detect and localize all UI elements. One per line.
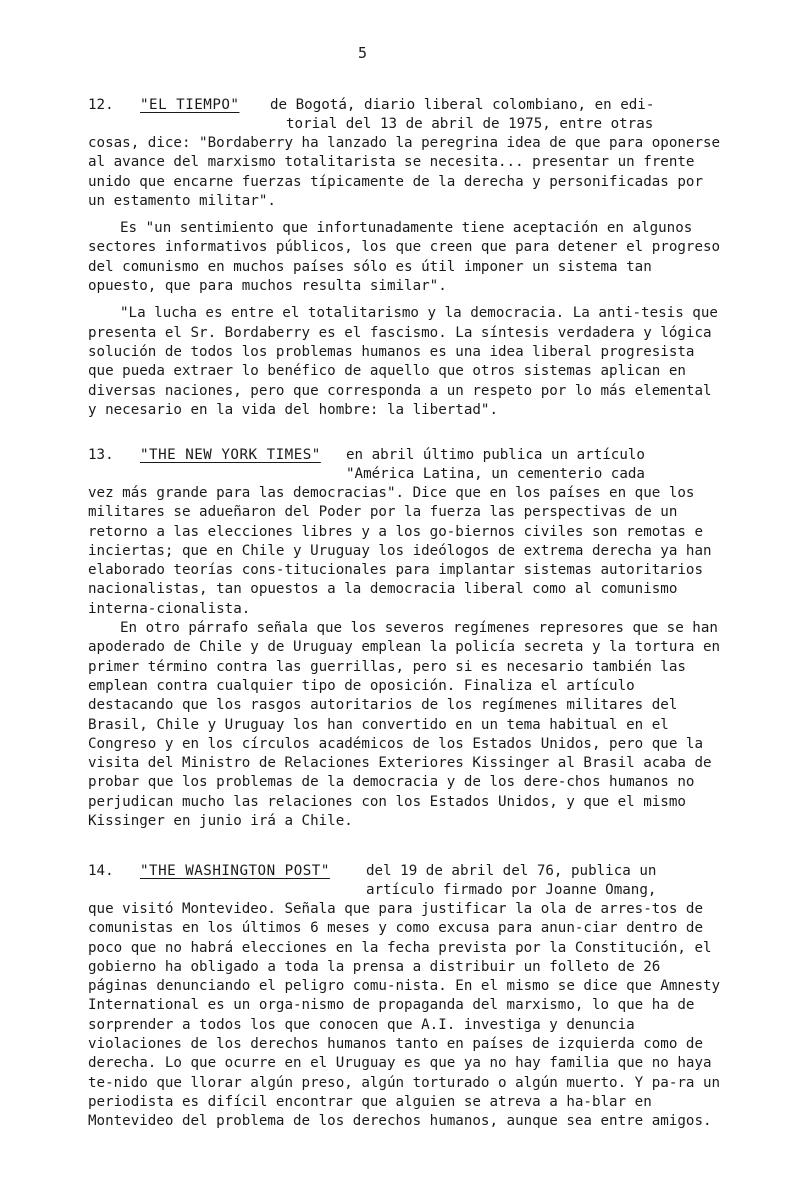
heading-text-line2: artículo firmado por Joanne Omang, xyxy=(366,882,657,898)
entry-heading xyxy=(88,862,728,900)
heading-text-line1: en abril último publica un artículo xyxy=(346,447,645,463)
paragraph: En otro párrafo señala que los severos regímenes represores que se han apoderado de Chile y de Uruguay emplean la policía secreta y la tortura en primer término contra las guerrillas, pero si es necesario también las emplean contra cualquier tipo de oposición. Finaliza el artículo destacando que los rasgos autoritarios de los regímenes militares del Brasil, Chile y Uruguay los han convertido en un tema habitual en el Congreso y en los círculos académicos de los Estados Unidos, pero que la visita del Ministro de Relaciones Exteriores Kissinger al Brasil acaba de probar que los problemas de la democracia y de los dere-chos humanos no perjudican mucho las relaciones con los Estados Unidos, y que el mismo Kissinger en junio irá a Chile. xyxy=(88,620,721,830)
newspaper-title: "THE NEW YORK TIMES" xyxy=(140,447,321,463)
paragraph: Es "un sentimiento que infortunadamente tiene aceptación en algunos sectores informativos públicos, los que creen que para detener el progreso del comunismo en muchos países sólo es útil imponer un sistema tan opuesto, que para muchos resulta similar". xyxy=(88,220,721,295)
newspaper-title: "THE WASHINGTON POST" xyxy=(140,863,330,879)
paragraph: "La lucha es entre el totalitarismo y la democracia. La anti-tesis que presenta el Sr. Bordaberry es el fascismo. La síntesis verdadera y lógica solución de todos los problemas humanos es una idea liberal progresista que pueda extraer lo benéfico de aquello que otros sistemas aplican en diversas naciones, pero que corresponda a un respeto por lo más elemental y necesario en la vida del hombre: la libertad". xyxy=(88,305,718,418)
entry-number: 13. xyxy=(88,447,114,463)
heading-text-line2: "América Latina, un cementerio cada xyxy=(346,466,645,482)
entry-14 xyxy=(88,862,728,1132)
page-number: 5 xyxy=(358,44,368,62)
entry-number: 14. xyxy=(88,863,114,879)
entry-heading xyxy=(88,446,728,484)
entry-number: 12. xyxy=(88,97,114,113)
heading-text-line1: del 19 de abril del 76, publica un xyxy=(366,863,657,879)
entry-heading xyxy=(88,96,728,134)
paragraph: vez más grande para las democracias". Dice que en los países en que los militares se adueñaron del Poder por la fuerza las perspectivas de un retorno a las elecciones libres y a los go-biernos civiles son remotas e inciertas; que en Chile y Uruguay los ideólogos de extrema derecha ya han elaborado teorías cons-titucionales para implantar sistemas autoritarios nacionalistas, tan opuestos a la democracia liberal como al comunismo interna-cionalista. xyxy=(88,485,712,617)
heading-text-line2: torial del 13 de abril de 1975, entre otras xyxy=(286,116,654,132)
entry-13 xyxy=(88,446,728,831)
paragraph: cosas, dice: "Bordaberry ha lanzado la peregrina idea de que para oponerse al avance del marxismo totalitarista se necesita... presentar un frente unido que encarne fuerzas típicamente de la derecha y personificadas por un estamento militar". xyxy=(88,135,721,209)
newspaper-title: "EL TIEMPO" xyxy=(140,97,240,113)
entry-12 xyxy=(88,96,728,420)
paragraph: que visitó Montevideo. Señala que para justificar la ola de arres-tos de comunistas en los últimos 6 meses y como excusa para anun-ciar dentro de poco que no habrá elecciones en la fecha prevista por la Constitución, el gobierno ha obligado a toda la prensa a distribuir un folleto de 26 páginas denunciando el peligro comu-nista. En el mismo se dice que Amnesty International es un orga-nismo de propaganda del marxismo, lo que ha de sorprender a todos los que conocen que A.I. investiga y denuncia violaciones de los derechos humanos tanto en países de izquierda como de derecha. Lo que ocurre en el Uruguay es que ya no hay familia que no haya te-nido que llorar algún preso, algún torturado o algún muerto. Y pa-ra un periodista es difícil encontrar que alguien se atreva a ha-blar en Montevideo del problema de los derechos humanos, aunque sea entre amigos. xyxy=(88,901,721,1130)
heading-text-line1: de Bogotá, diario liberal colombiano, en edi- xyxy=(270,97,655,113)
